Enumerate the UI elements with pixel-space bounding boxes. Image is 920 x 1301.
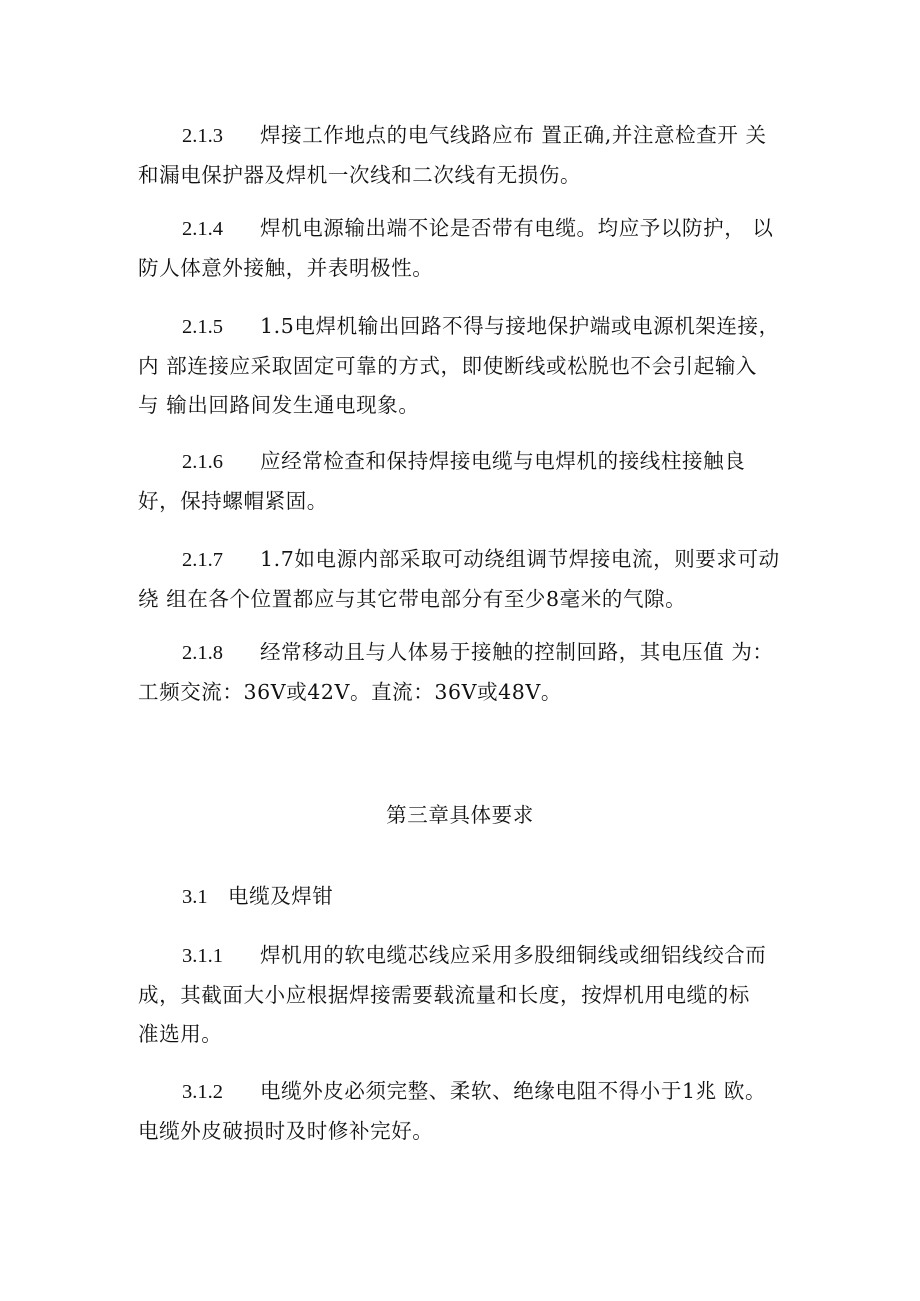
section-number: 3.1 [182, 886, 208, 908]
clause-number: 3.1.2 [182, 1081, 223, 1103]
paragraph-line: 和漏电保护器及焊机一次线和二次线有无损伤。 [138, 163, 582, 187]
paragraph-line [138, 540, 798, 580]
clause-number: 2.1.5 [182, 316, 223, 338]
clause-text: 应经常检查和保持焊接电缆与电焊机的接线柱接触良 [260, 449, 746, 473]
clause-text: 1.5电焊机输出回路不得与接地保护端或电源机架连接， [260, 314, 780, 338]
clause-number: 2.1.6 [182, 451, 223, 473]
paragraph-line [138, 1072, 798, 1112]
paragraph-2-1-8 [138, 633, 798, 712]
paragraph-line: 工频交流：36V或42V。直流：36V或48V。 [138, 680, 562, 704]
clause-text: 电缆外皮必须完整、柔软、绝缘电阻不得小于1兆 欧。 [260, 1079, 767, 1103]
paragraph-line: 好，保持螺帽紧固。 [138, 489, 328, 513]
paragraph-line [138, 442, 798, 482]
clause-number: 3.1.1 [182, 945, 223, 967]
clause-number: 2.1.7 [182, 549, 223, 571]
clause-number: 2.1.3 [182, 125, 223, 147]
paragraph-line [138, 936, 798, 976]
paragraph-2-1-3 [138, 116, 798, 195]
section-title: 电缆及焊钳 [228, 884, 334, 908]
clause-text: 经常移动且与人体易于接触的控制回路，其电压值 为： [260, 640, 774, 664]
clause-text: 1.7如电源内部采取可动绕组调节焊接电流，则要求可动 [260, 547, 780, 571]
paragraph-2-1-6 [138, 442, 798, 521]
clause-text: 焊机电源输出端不论是否带有电缆。均应予以防护， 以 [260, 216, 774, 240]
paragraph-line [138, 307, 798, 347]
paragraph-3-1-1 [138, 936, 798, 1054]
clause-text: 焊机用的软电缆芯线应采用多股细铜线或细铝线绞合而 [260, 943, 767, 967]
paragraph-line: 绕 组在各个位置都应与其它带电部分有至少8毫米的气隙。 [138, 587, 687, 611]
paragraph-line [138, 633, 798, 673]
section-heading [138, 877, 334, 917]
paragraph-line: 与 输出回路间发生通电现象。 [138, 393, 420, 417]
paragraph-2-1-5 [138, 307, 798, 425]
clause-number: 2.1.4 [182, 218, 223, 240]
paragraph-2-1-7 [138, 540, 798, 619]
paragraph-line [138, 116, 798, 156]
paragraph-line: 防人体意外接触，并表明极性。 [138, 256, 434, 280]
paragraph-line [138, 209, 798, 249]
paragraph-line: 成，其截面大小应根据焊接需要载流量和长度，按焊机用电缆的标 [138, 983, 750, 1007]
clause-text: 焊接工作地点的电气线路应布 置正确,并注意检查开 关 [260, 123, 767, 147]
paragraph-line: 内 部连接应采取固定可靠的方式，即使断线或松脱也不会引起输入 [138, 354, 758, 378]
paragraph-3-1-2 [138, 1072, 798, 1151]
clause-number: 2.1.8 [182, 642, 223, 664]
paragraph-line: 电缆外皮破损时及时修补完好。 [138, 1119, 434, 1143]
chapter-title: 第三章具体要求 [386, 803, 534, 827]
paragraph-line: 准选用。 [138, 1022, 223, 1046]
paragraph-2-1-4 [138, 209, 798, 288]
